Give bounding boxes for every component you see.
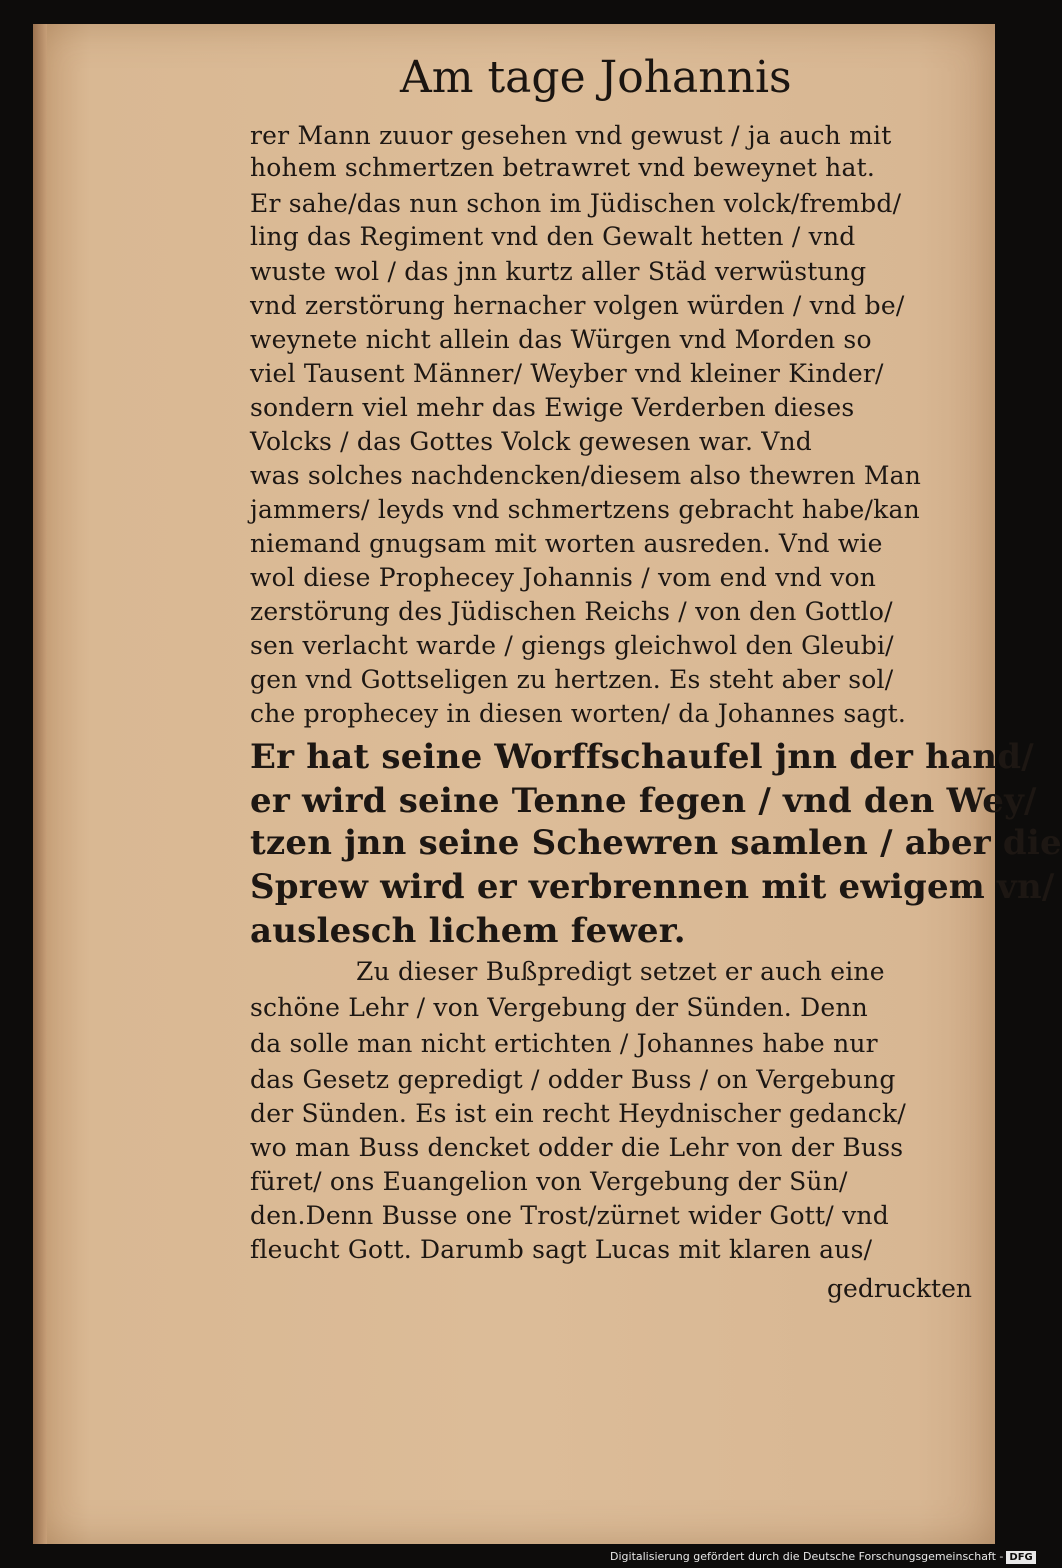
text-line: wo man Buss dencket odder die Lehr von der Buss [250,1133,904,1162]
text-line: der Sünden. Es ist ein recht Heydnischer gedanck/ [250,1099,906,1128]
quote-line: Er hat seine Worffschaufel jnn der hand/ [250,737,1034,777]
text-line: Volcks / das Gottes Volck gewesen war. Vnd [250,427,813,456]
text-line: das Gesetz gepredigt / odder Buss / on Vergebung [250,1065,896,1094]
text-line: rer Mann zuuor gesehen vnd gewust / ja auch mit [250,121,892,150]
text-line: fleucht Gott. Darumb sagt Lucas mit klaren aus/ [250,1235,873,1264]
text-line: wol diese Prophecey Johannis / vom end vnd von [250,563,877,592]
text-line: che prophecey in diesen worten/ da Johannes sagt. [250,699,907,728]
text-line: da solle man nicht ertichten / Johannes habe nur [250,1029,878,1058]
dfg-logo: DFG [1006,1551,1035,1564]
text-line: niemand gnugsam mit worten ausreden. Vnd wie [250,529,883,558]
quote-line: tzen jnn seine Schewren samlen / aber die [250,823,1062,863]
text-line: ling das Regiment vnd den Gewalt hetten / vnd [250,222,856,251]
catchword: gedruckten [827,1274,972,1303]
text-line: sen verlacht warde / giengs gleichwol den Gleubi/ [250,631,894,660]
text-line: was solches nachdencken/diesem also thewren Man [250,461,922,490]
page-edge [33,24,47,1544]
text-line: schöne Lehr / von Vergebung der Sünden. Denn [250,993,868,1022]
text-line: vnd zerstörung hernacher volgen würden / vnd be/ [250,291,905,320]
text-line: wuste wol / das jnn kurtz aller Städ verwüstung [250,257,867,286]
text-line: zerstörung des Jüdischen Reichs / von den Gottlo/ [250,597,893,626]
text-line: sondern viel mehr das Ewige Verderben dieses [250,393,855,422]
quote-line: auslesch lichem fewer. [250,911,686,951]
text-line: Er sahe/das nun schon im Jüdischen volck/frembd/ [250,189,902,218]
text-line: hohem schmertzen betrawret vnd beweynet hat. [250,153,875,182]
text-line: gen vnd Gottseligen zu hertzen. Es steht aber sol/ [250,665,894,694]
text-line: Zu dieser Bußpredigt setzet er auch eine [356,957,885,986]
quote-line: Sprew wird er verbrennen mit ewigem vn/ [250,867,1055,907]
text-line: den.Denn Busse one Trost/zürnet wider Gott/ vnd [250,1201,889,1230]
footer-text: Digitalisierung gefördert durch die Deutsche Forschungsgemeinschaft - [610,1550,1004,1563]
digitization-footer [610,1549,1033,1565]
running-head: Am tage Johannis [400,52,792,103]
text-line: jammers/ leyds vnd schmertzens gebracht habe/kan [250,495,920,524]
text-line: viel Tausent Männer/ Weyber vnd kleiner Kinder/ [250,359,884,388]
quote-line: er wird seine Tenne fegen / vnd den Wey/ [250,781,1037,821]
text-line: füret/ ons Euangelion von Vergebung der Sün/ [250,1167,848,1196]
text-line: weynete nicht allein das Würgen vnd Morden so [250,325,872,354]
